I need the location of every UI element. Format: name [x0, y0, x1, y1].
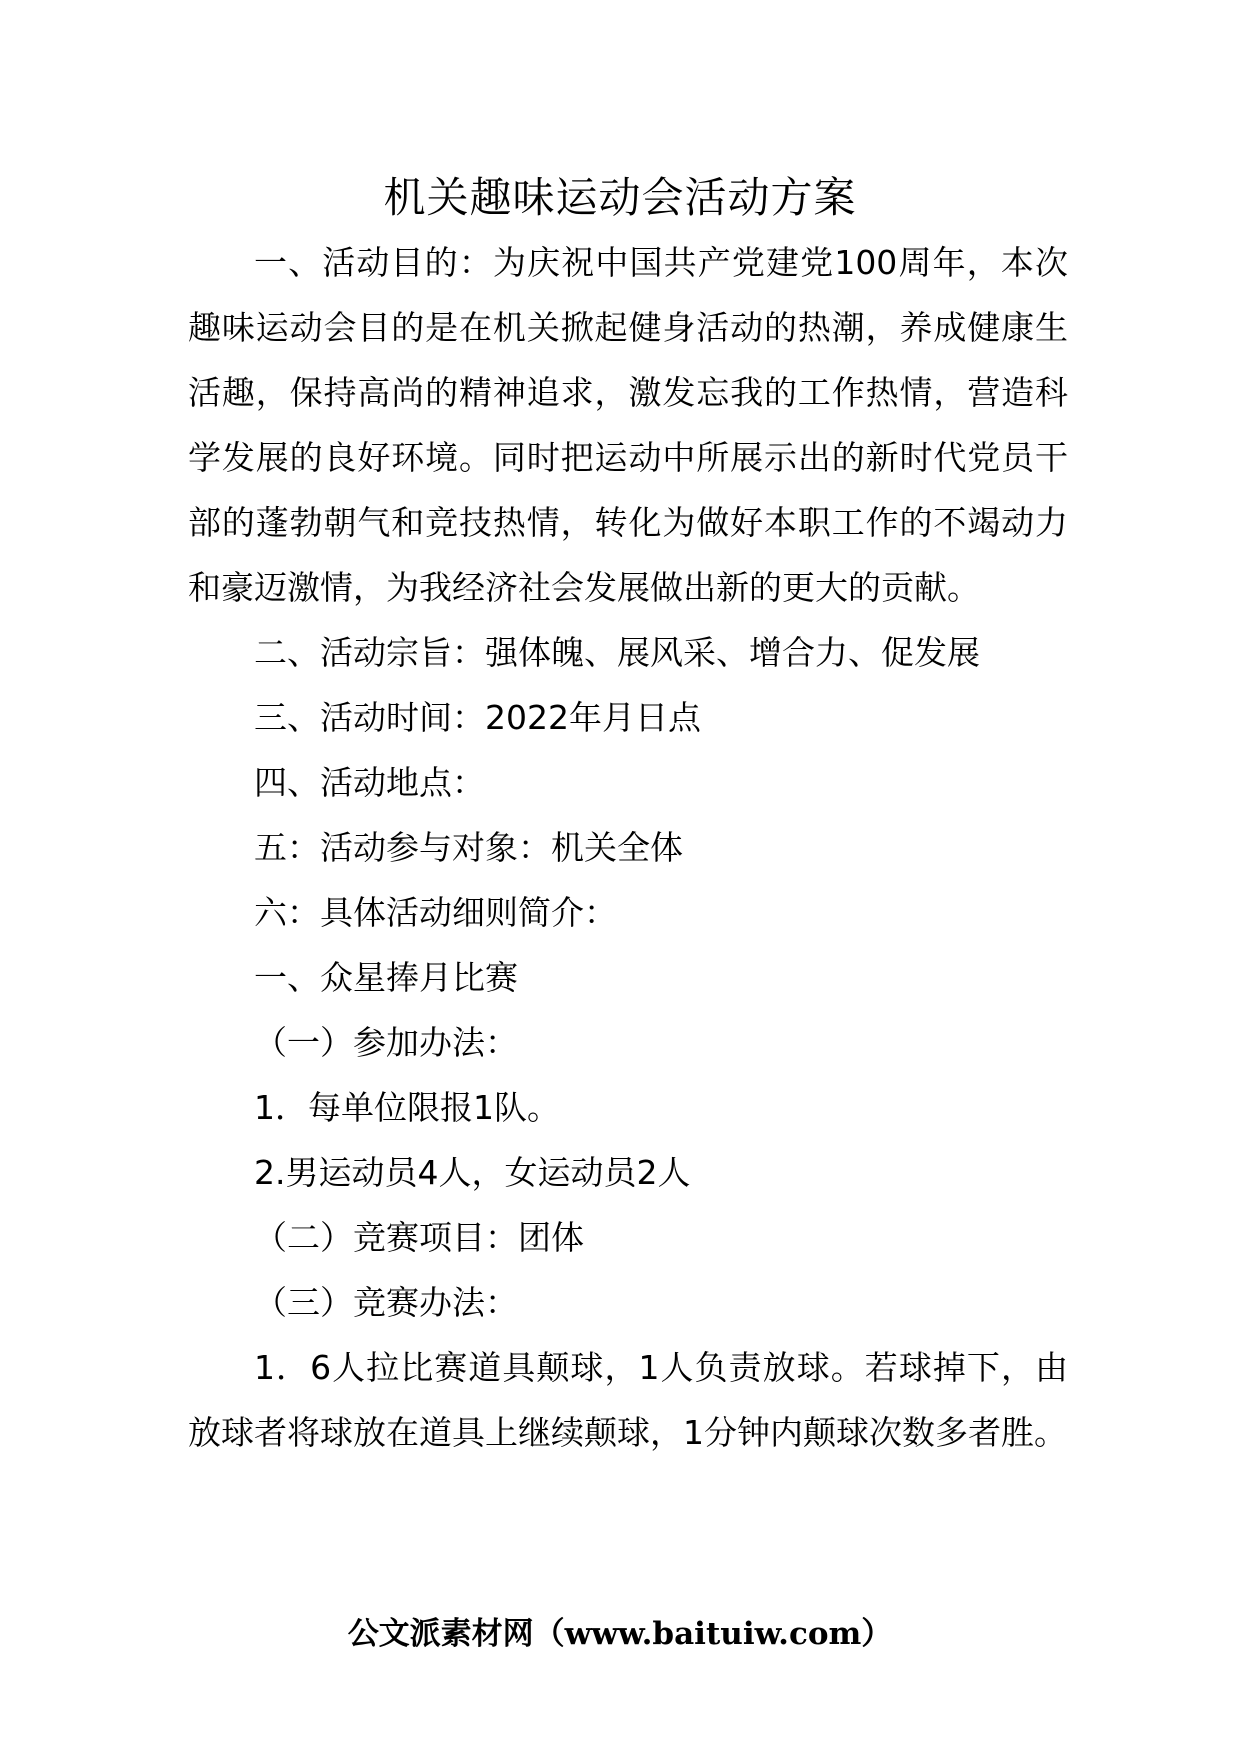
section-heading: （一）参加办法： [254, 1023, 518, 1062]
list-item: 2.男运动员4人，女运动员2人 [254, 1153, 691, 1192]
event-title: 一、众星捧月比赛 [254, 958, 518, 997]
paragraph-participants: 五：活动参与对象：机关全体 [254, 828, 683, 867]
list-item: 1．每单位限报1队。 [254, 1088, 560, 1127]
paragraph-purpose: 一、活动目的：为庆祝中国共产党建党100周年，本次趣味运动会目的是在机关掀起健身活动的热潮，养成健康生活趣，保持高尚的精神追求，激发忘我的工作热情，营造科学发展的良好环境。同时把运动中所展示出的新时代党员干部的蓬勃朝气和竞技热情，转化为做好本职工作的不竭动力和豪迈激情，为我经济社会发展做出新的更大的贡献。 [188, 243, 1068, 607]
footer-watermark: 公文派素材网（www.baituiw.com） [347, 1616, 893, 1652]
paragraph-tenet: 二、活动宗旨：强体魄、展风采、增合力、促发展 [254, 633, 980, 672]
paragraph-place: 四、活动地点： [254, 763, 485, 802]
section-heading: （二）竞赛项目：团体 [254, 1218, 584, 1257]
paragraph-rules: 1．6人拉比赛道具颠球，1人负责放球。若球掉下，由放球者将球放在道具上继续颠球，1分钟内颠球次数多者胜。 [188, 1348, 1068, 1452]
document-body [188, 230, 1068, 1465]
section-heading: （三）竞赛办法： [254, 1283, 518, 1322]
paragraph-time: 三、活动时间：2022年月日点 [254, 698, 701, 737]
document-title: 机关趣味运动会活动方案 [383, 173, 857, 222]
paragraph-details-intro: 六：具体活动细则简介： [254, 893, 617, 932]
